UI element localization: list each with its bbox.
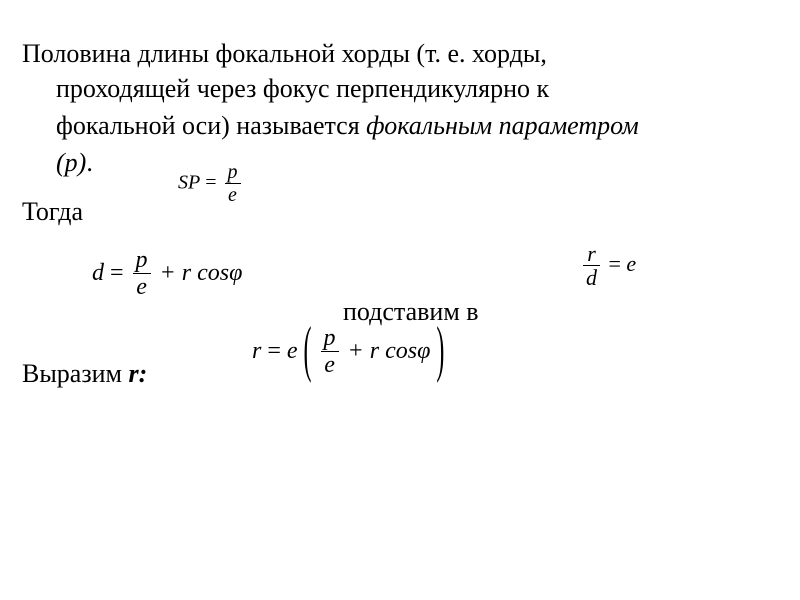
definition-line-1: Половина длины фокальной хорды (т. е. хорды, (22, 39, 547, 68)
formula-r-eq: = (267, 337, 281, 364)
express-label (22, 358, 147, 390)
formula-rd-rhs: e (626, 251, 637, 277)
formula-r-lhs: r (252, 337, 262, 364)
formula-r-den: e (324, 352, 335, 379)
formula-sp (178, 162, 244, 206)
formula-rd-eq: = (608, 251, 621, 277)
formula-rd-den: d (586, 265, 597, 291)
formula-rd (580, 242, 636, 290)
formula-r-rparen: ) (436, 317, 445, 385)
formula-sp-den: e (228, 184, 237, 206)
formula-sp-fraction (225, 162, 241, 206)
formula-d-fraction (133, 248, 151, 301)
definition-line-3-plain: фокальной оси) называется (56, 111, 367, 140)
formula-d-num: p (135, 247, 148, 273)
definition-line-3 (56, 110, 639, 142)
substitute-label: подставим в (343, 297, 479, 326)
formula-r-num: p (323, 325, 336, 351)
then-label: Тогда (22, 197, 84, 226)
definition-line-2: проходящей через фокус перпендикулярно к (56, 74, 550, 103)
express-var: r: (128, 359, 148, 388)
focal-parameter-term: фокальным параметром (366, 111, 639, 140)
formula-sp-lhs: SP (178, 171, 201, 194)
formula-d-den: e (136, 274, 147, 301)
formula-r-fraction (321, 326, 339, 379)
formula-r-lparen: ( (303, 317, 312, 385)
formula-r (252, 317, 445, 385)
formula-d-eq: = (110, 259, 124, 286)
formula-rd-fraction (583, 242, 600, 290)
formula-d-lhs: d (92, 259, 104, 286)
definition-line-4 (56, 147, 93, 179)
formula-sp-eq: = (205, 171, 217, 194)
formula-d (92, 248, 242, 301)
express-text: Выразим (22, 359, 129, 388)
formula-rd-num: r (587, 241, 596, 266)
formula-r-factor: e (286, 337, 298, 364)
formula-r-rest: + r cosφ (347, 337, 431, 364)
formula-d-rest: + r cosφ (159, 259, 243, 286)
focal-parameter-symbol: (p) (56, 148, 87, 177)
definition-end-period: . (86, 148, 93, 177)
formula-sp-num: p (227, 161, 238, 183)
